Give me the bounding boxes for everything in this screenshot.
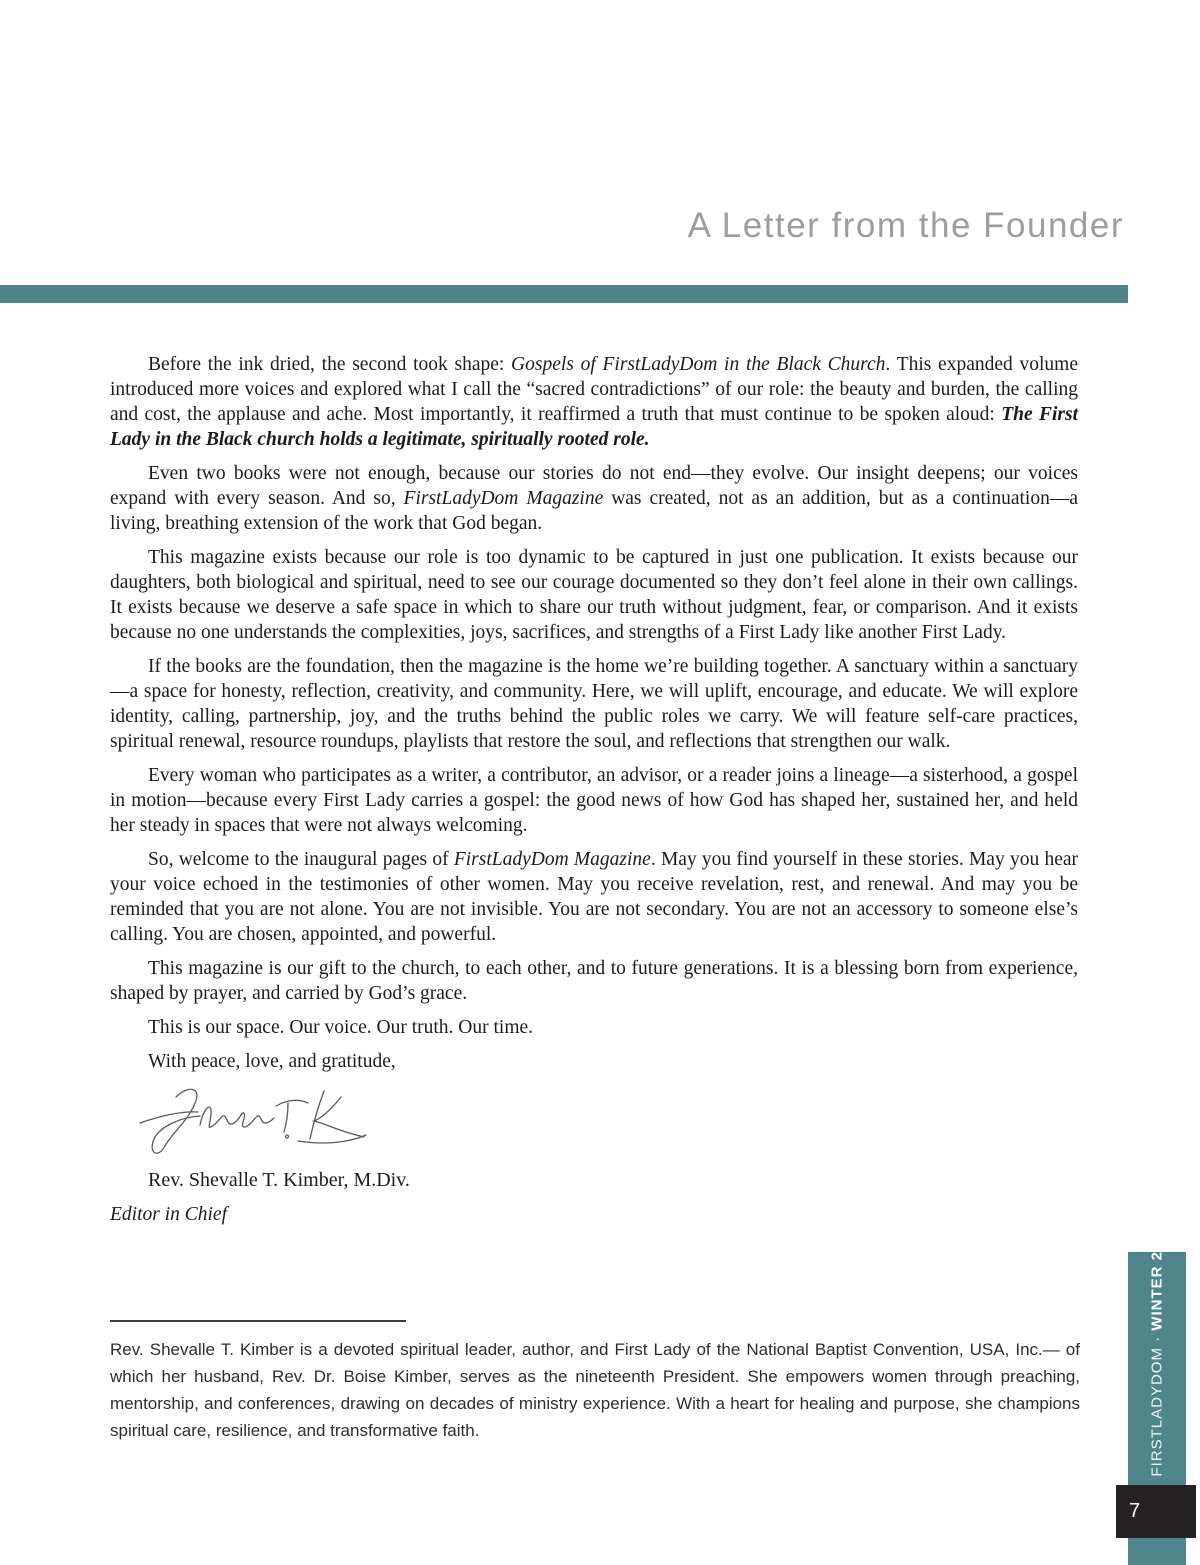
letter-paragraph: So, welcome to the inaugural pages of FirstLadyDom Magazine. May you find yourself in these stories. May you hear your voice echoed in the testimonies of other women. May you receive revelation, rest, and renewal. And may you be reminded that you are not alone. You are not invisible. You are not secondary. You are not an accessory to someone else’s calling. You are chosen, appointed, and powerful. — [110, 849, 1079, 945]
letter-body — [110, 352, 1078, 1226]
letter-paragraph: This is our space. Our voice. Our truth. Our time. — [148, 1017, 534, 1038]
magazine-name: FIRSTLADYDOM — [1148, 1347, 1166, 1477]
letter-paragraph: If the books are the foundation, then the magazine is the home we’re building together. A sanctuary within a sanctuary—a space for honesty, reflection, creativity, and community. Here, we will uplift, encourage, and educate. We will explore identity, calling, partnership, joy, and the truths behind the public roles we carry. We will feature self-care practices, spiritual renewal, resource roundups, playlists that restore the soul, and reflections that strengthen our walk. — [110, 656, 1078, 752]
letter-paragraph: With peace, love, and gratitude, — [148, 1051, 396, 1072]
letter-paragraph: Before the ink dried, the second took shape: Gospels of FirstLadyDom in the Black Church. This expanded volume introduced more voices and explored what I call the “sacred contradictions” of our role: the beauty and burden, the calling and cost, the applause and ache. Most importantly, it reaffirmed a truth that must continue to be spoken aloud: The First Lady in the Black church holds a legitimate, spiritually rooted role. — [110, 354, 1078, 450]
signatory-role: Editor in Chief — [110, 1204, 227, 1225]
page-number-box — [1116, 1485, 1196, 1538]
letter-paragraph: Even two books were not enough, because our stories do not end—they evolve. Our insight deepens; our voices expand with every season. And so, FirstLadyDom Magazine was created, not as an addition, but as a continuation—a living, breathing extension of the work that God began. — [110, 463, 1078, 534]
footnote-divider — [110, 1320, 406, 1322]
issue-label — [1149, 1223, 1166, 1477]
letter-paragraphs — [110, 352, 1078, 1074]
issue-separator: · — [1148, 1331, 1166, 1348]
letter-paragraph: Every woman who participates as a writer, a contributor, an advisor, or a reader joins a lineage—a sisterhood, a gospel in motion—because every First Lady carries a gospel: the good news of how God has shaped her, sustained her, and held her steady in spaces that were not always welcoming. — [110, 765, 1078, 836]
footnote — [110, 1320, 1080, 1444]
page-number: 7 — [1129, 1500, 1141, 1522]
signatory-name: Rev. Shevalle T. Kimber, M.Div. — [148, 1169, 410, 1191]
letter-paragraph: This magazine exists because our role is too dynamic to be captured in just one publication. It exists because our daughters, both biological and spiritual, need to see our courage documented so they don’t feel alone in their own callings. It exists because we deserve a safe space in which to share our truth without judgment, fear, or comparison. And it exists because no one understands the complexities, joys, sacrifices, and strengths of a First Lady like another First Lady. — [110, 547, 1078, 643]
signature-image — [138, 1083, 1078, 1161]
accent-band — [0, 285, 1128, 303]
page-title: A Letter from the Founder — [687, 206, 1124, 245]
author-bio: Rev. Shevalle T. Kimber is a devoted spiritual leader, author, and First Lady of the National Baptist Convention, USA, Inc.— of which her husband, Rev. Dr. Boise Kimber, serves as the nineteenth President. She empowers women through preaching, mentorship, and conferences, drawing on decades of ministry experience. With a heart for healing and purpose, she champions spiritual care, resilience, and transformative faith. — [110, 1340, 1080, 1440]
issue-name: WINTER 2026 — [1148, 1223, 1166, 1332]
letter-paragraph: This magazine is our gift to the church, to each other, and to future generations. It is a blessing born from experience, shaped by prayer, and carried by God’s grace. — [110, 958, 1078, 1004]
